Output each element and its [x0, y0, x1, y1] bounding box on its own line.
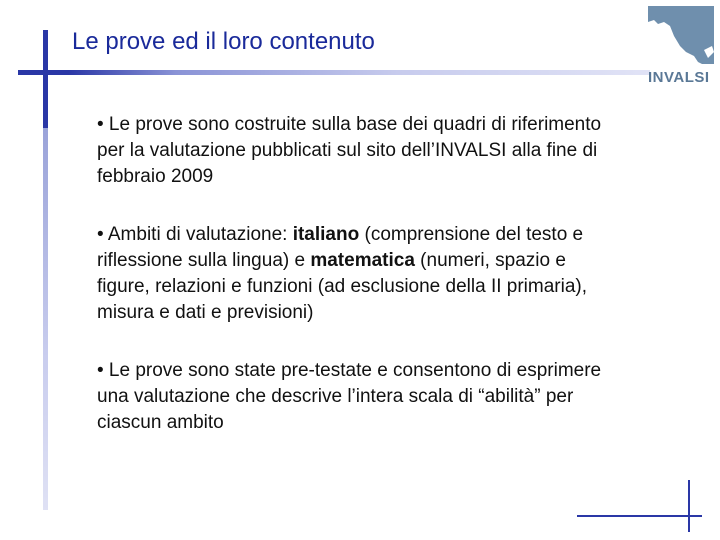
- left-accent-line-faded: [43, 128, 48, 510]
- invalsi-logo: [648, 6, 716, 92]
- logo-mark: [648, 6, 714, 64]
- bullet-text: • Ambiti di valutazione:: [97, 224, 293, 245]
- bullet-text: • Le prove sono costruite sulla base dei quadri di riferimento per la valutazione pubblicati sul sito dell’INVALSI alla fine di febbraio 2009: [97, 114, 602, 187]
- bullet-item: [97, 112, 607, 190]
- logo-text: INVALSI: [648, 69, 710, 86]
- italy-map-icon: [648, 6, 714, 64]
- bullet-emphasis: matematica: [310, 250, 415, 271]
- title-underline: [18, 70, 650, 75]
- slide-title: Le prove ed il loro contenuto: [72, 28, 375, 55]
- bullet-item: [97, 358, 607, 436]
- bullet-text: • Le prove sono state pre-testate e consentono di esprimere una valutazione che descrive l’intera scala di “abilità” per ciascun ambito: [97, 360, 602, 433]
- bullet-text: (comprensione del testo e riflessione sulla lingua) e: [97, 224, 584, 271]
- left-accent-line: [43, 30, 48, 130]
- corner-line-vertical: [688, 480, 690, 532]
- bullet-text: (numeri, spazio e figure, relazioni e funzioni (ad esclusione della II primaria), misura e dati e previsioni): [97, 250, 588, 323]
- bullet-list: [97, 112, 607, 468]
- bullet-emphasis: italiano: [292, 224, 360, 245]
- corner-line-horizontal: [577, 515, 702, 517]
- bullet-item: [97, 222, 607, 326]
